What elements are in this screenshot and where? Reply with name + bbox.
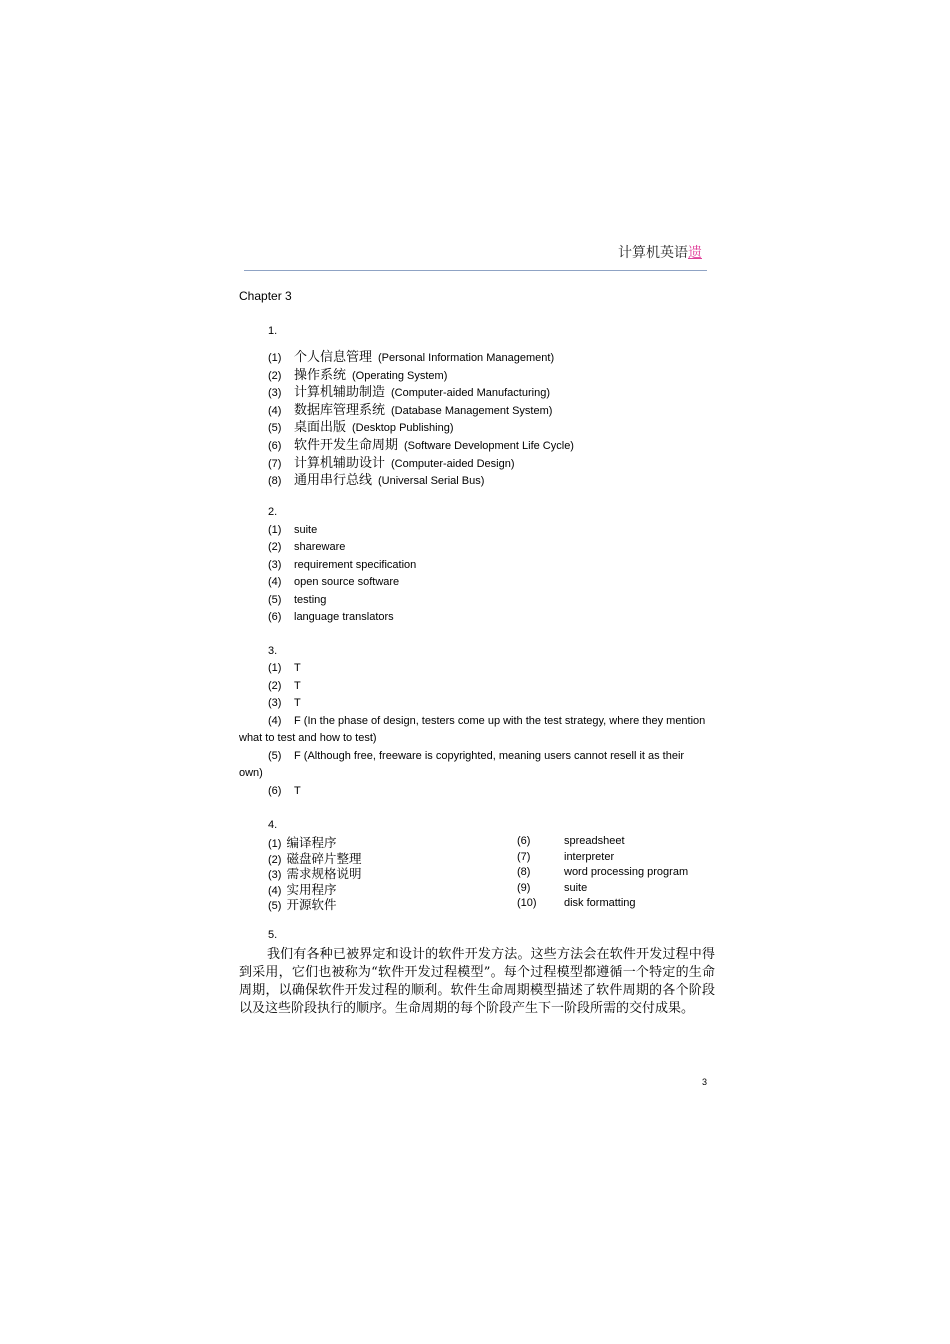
list-item: (4) open source software <box>268 576 400 588</box>
list-item: (6) language translators <box>268 611 394 623</box>
list-item: (1) 个人信息管理 (Personal Information Management) <box>268 350 555 365</box>
list-item: (4) F (In the phase of design, testers come up with the test strategy, where they mention <box>268 715 706 727</box>
translation-table <box>268 833 728 911</box>
list-item: (4) 数据库管理系统 (Database Management System) <box>268 403 553 418</box>
list-item: (3) 计算机辅助制造 (Computer-aided Manufacturing) <box>268 385 550 400</box>
table-row: (5) 开源软件 (10) disk formatting <box>268 897 636 912</box>
section-4-number: 4. <box>268 819 278 831</box>
chapter-heading: Chapter 3 <box>239 289 292 303</box>
page-number: 3 <box>702 1077 708 1087</box>
table-row: (3) 需求规格说明 (8) word processing program <box>268 866 689 881</box>
running-header <box>618 242 702 262</box>
list-item: (8) 通用串行总线 (Universal Serial Bus) <box>268 473 485 488</box>
header-rule <box>244 270 707 271</box>
list-item: (5) testing <box>268 594 327 606</box>
section-3-number: 3. <box>268 645 278 657</box>
translation-paragraph: 我们有各种已被界定和设计的软件开发方法。这些方法会在软件开发过程中得到采用，它们也被称为“软件开发过程模型”。每个过程模型都遵循一个特定的生命周期，以确保软件开发过程的顺利。软件生命周期模型描述了软件周期的各个阶段以及这些阶段执行的顺序。生命周期的每个阶段产生下一阶段所需的交付成果。 <box>239 947 715 1016</box>
table-row: (4) 实用程序 (9) suite <box>268 881 588 897</box>
table-row: (2) 磁盘碎片整理 (7) interpreter <box>268 850 615 866</box>
list-item: (7) 计算机辅助设计 (Computer-aided Design) <box>268 456 515 471</box>
list-item: (2) shareware <box>268 541 346 553</box>
header-title-highlight: 遗 <box>688 245 702 261</box>
section-5-number: 5. <box>268 929 278 941</box>
list-item: (3) T <box>268 697 301 709</box>
section-1-number: 1. <box>268 325 278 337</box>
list-item: (2) 操作系统 (Operating System) <box>268 368 448 383</box>
table-row: (1) 编译程序 (6) spreadsheet <box>268 835 625 850</box>
list-item: (3) requirement specification <box>268 559 417 571</box>
list-item: (2) T <box>268 680 301 692</box>
header-title: 计算机英语 <box>618 245 688 261</box>
section-2-number: 2. <box>268 506 278 518</box>
list-item-continuation: what to test and how to test) <box>239 732 377 744</box>
list-item-continuation: own) <box>239 767 263 779</box>
list-item: (1) T <box>268 662 301 674</box>
list-item: (1) suite <box>268 524 318 536</box>
list-item: (6) 软件开发生命周期 (Software Development Life Cycle) <box>268 438 574 453</box>
list-item: (6) T <box>268 785 301 797</box>
list-item: (5) F (Although free, freeware is copyrighted, meaning users cannot resell it as their <box>268 750 685 762</box>
list-item: (5) 桌面出版 (Desktop Publishing) <box>268 420 454 435</box>
